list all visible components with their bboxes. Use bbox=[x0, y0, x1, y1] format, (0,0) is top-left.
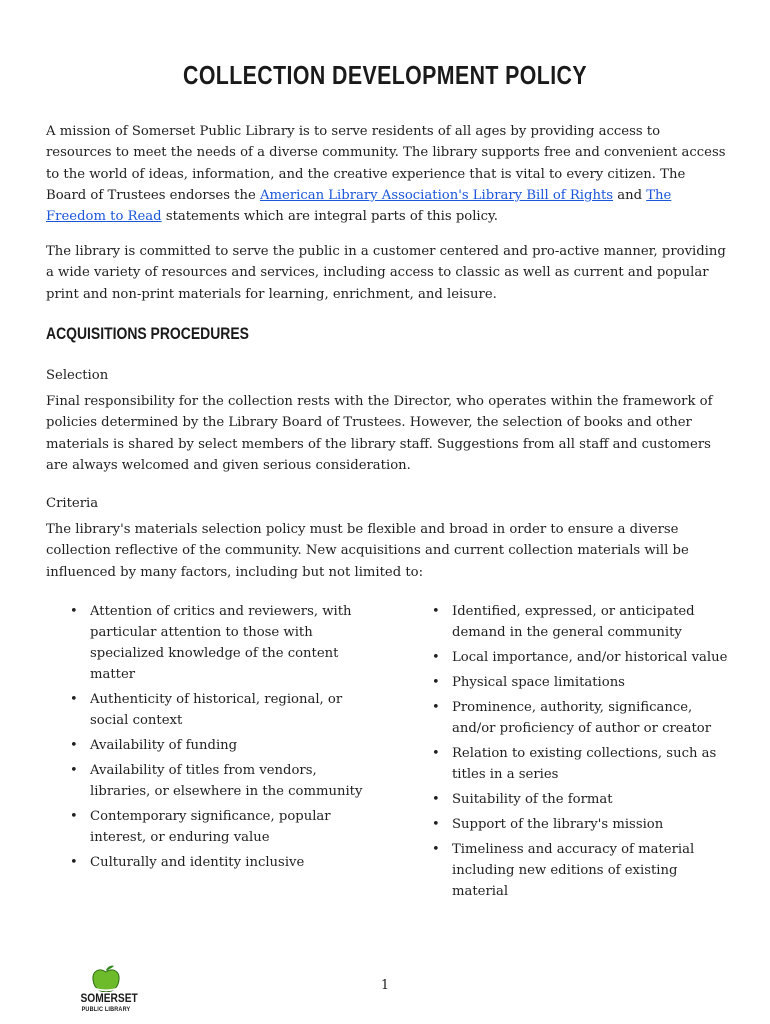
list-item: • Availability of titles from vendors, libraries, or elsewhere in the community bbox=[46, 760, 368, 802]
list-item: • Relation to existing collections, such as titles in a series bbox=[408, 743, 734, 785]
library-logo bbox=[80, 991, 138, 1015]
list-item: • Authenticity of historical, regional, or social context bbox=[46, 689, 368, 731]
list-item: • Suitability of the format bbox=[408, 789, 734, 810]
acquisitions-heading: ACQUISITIONS PROCEDURES bbox=[46, 324, 249, 343]
page-title: COLLECTION DEVELOPMENT POLICY bbox=[183, 60, 587, 90]
list-item: • Culturally and identity inclusive bbox=[46, 852, 368, 873]
criteria-list-left bbox=[46, 601, 368, 877]
intro-paragraph-1 bbox=[46, 121, 726, 227]
list-item: • Identified, expressed, or anticipated demand in the general community bbox=[408, 601, 734, 643]
criteria-paragraph: The library's materials selection policy must be flexible and broad in order to ensure a diverse collection reflective of the community. New acquisitions and current collection materials will be influenced by many factors, including but not limited to: bbox=[46, 522, 689, 580]
selection-paragraph: Final responsibility for the collection rests with the Director, who operates within the framework of policies determined by the Library Board of Trustees. However, the selection of books and other materials is shared by select members of the library staff. Suggestions from all staff and customers are always welcomed and given serious consideration. bbox=[46, 394, 713, 473]
criteria-list-right bbox=[408, 601, 734, 906]
list-item: • Attention of critics and reviewers, with particular attention to those with specialized knowledge of the content matter bbox=[46, 601, 368, 685]
page-number: 1 bbox=[380, 978, 390, 993]
list-item: • Contemporary significance, popular interest, or enduring value bbox=[46, 806, 368, 848]
list-item: • Support of the library's mission bbox=[408, 814, 734, 835]
freedom-to-read-link[interactable]: The Freedom to Read bbox=[46, 187, 672, 225]
criteria-heading: Criteria bbox=[46, 496, 99, 511]
intro-text-a: A mission of Somerset Public Library is to serve residents of all ages by providing access to resources to meet the needs of a diverse community. The library supports free and convenient access to the world of ideas, information, and the creative experience that is vital to every citizen. The Board of Trustees endorses the bbox=[46, 124, 726, 203]
intro-text-b: and bbox=[613, 187, 647, 203]
logo-name: SOMERSET bbox=[80, 991, 138, 1005]
library-bill-of-rights-link[interactable]: American Library Association's Library Bill of Rights bbox=[259, 187, 614, 203]
intro-paragraph-2: The library is committed to serve the public in a customer centered and pro-active manner, providing a wide variety of resources and services, including access to classic as well as current and popular print and non-print materials for learning, enrichment, and leisure. bbox=[46, 244, 726, 302]
list-item: • Availability of funding bbox=[46, 735, 368, 756]
list-item: • Timeliness and accuracy of material including new editions of existing material bbox=[408, 839, 734, 902]
logo-subtitle: PUBLIC LIBRARY bbox=[81, 1006, 131, 1013]
list-item: • Prominence, authority, significance, and/or proficiency of author or creator bbox=[408, 697, 734, 739]
list-item: • Physical space limitations bbox=[408, 672, 734, 693]
intro-text-c: statements which are integral parts of this policy. bbox=[161, 209, 498, 225]
list-item: • Local importance, and/or historical value bbox=[408, 647, 734, 668]
selection-heading: Selection bbox=[46, 368, 109, 383]
